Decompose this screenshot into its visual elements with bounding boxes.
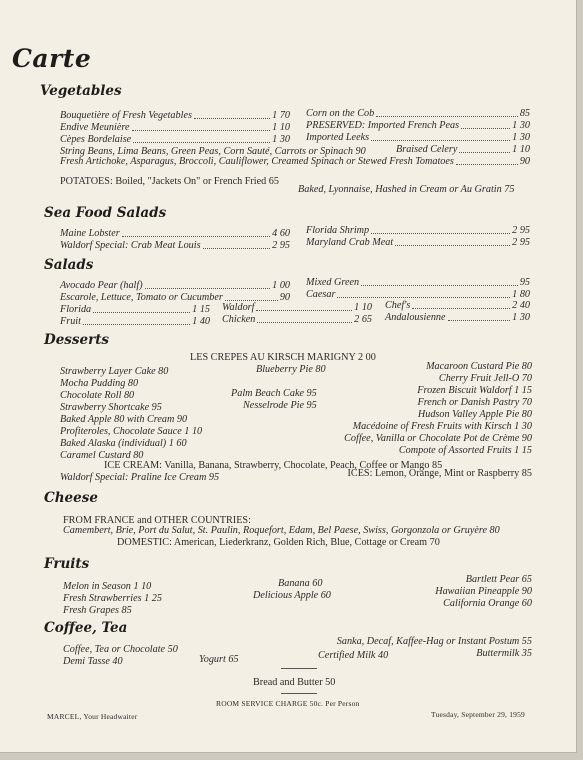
menu-item: Maine Lobster 4 60 (60, 228, 290, 239)
menu-item: Avocado Pear (half) 1 00 (60, 280, 290, 291)
dessert-item: French or Danish Pastry 70 (417, 397, 532, 408)
menu-item: PRESERVED: Imported French Peas 1 30 (306, 120, 530, 131)
dessert-item: Mocha Pudding 80 (60, 378, 139, 389)
dessert-item: Baked Apple 80 with Cream 90 (60, 414, 188, 425)
dessert-item: Compote of Assorted Fruits 1 15 (398, 445, 532, 456)
vegetables-string-beans: String Beans, Lima Beans, Green Peas, Corn Sauté, Carrots or Spinach 90 (60, 146, 366, 157)
cheese-list: Camembert, Brie, Port du Salut, St. Paulin, Roquefort, Edam, Bel Paese, Swiss, Gorgonzola or Gruyère 80 (63, 525, 500, 536)
fruits-heading: Fruits (44, 556, 90, 572)
desserts-ice-cream: ICE CREAM: Vanilla, Banana, Strawberry, Chocolate, Peach, Coffee or Mango 85 (104, 460, 443, 471)
menu-item: Waldorf Special: Crab Meat Louis 2 95 (60, 240, 290, 251)
coffee-item: Demi Tasse 40 (63, 656, 123, 667)
coffee-heading: Coffee, Tea (44, 620, 128, 636)
menu-item: Florida 1 15 (60, 304, 210, 315)
menu-date: Tuesday, September 29, 1959 (431, 710, 526, 719)
dessert-item: Palm Beach Cake 95 (231, 388, 317, 399)
coffee-item: Certified Milk 40 (318, 650, 389, 661)
menu-item: Maryland Crab Meat 2 95 (306, 237, 530, 248)
coffee-item: Coffee, Tea or Chocolate 50 (63, 644, 178, 655)
menu-item: Imported Leeks 1 30 (306, 132, 530, 143)
vegetables-potatoes: POTATOES: Boiled, "Jackets On" or French Fried 65 (60, 176, 279, 187)
menu-title: Carte (12, 44, 92, 73)
dessert-item: Coffee, Vanilla or Chocolate Pot de Crème 90 (344, 433, 532, 444)
menu-item: Andalousienne 1 30 (385, 312, 530, 323)
menu-item: Escarole, Lettuce, Tomato or Cucumber 90 (60, 292, 290, 303)
coffee-item: Buttermilk 35 (476, 648, 532, 659)
vegetables-heading: Vegetables (40, 83, 122, 99)
cheese-domestic: DOMESTIC: American, Liederkranz, Golden Rich, Blue, Cottage or Cream 70 (117, 537, 440, 548)
vegetables-potatoes-baked: Baked, Lyonnaise, Hashed in Cream or Au Gratin 75 (298, 184, 515, 195)
menu-item: Chicken 2 65 (222, 314, 372, 325)
menu-item: Waldorf 1 10 (222, 302, 372, 313)
coffee-item: Yogurt 65 (199, 654, 239, 665)
dessert-item: Caramel Custard 80 (60, 450, 144, 461)
dessert-item: Baked Alaska (individual) 1 60 (60, 438, 187, 449)
menu-item: Bouquetière of Fresh Vegetables 1 70 (60, 110, 290, 121)
fruit-item: Melon in Season 1 10 (63, 581, 152, 592)
menu-item: Corn on the Cob 85 (306, 108, 530, 119)
coffee-item: Sanka, Decaf, Kaffee-Hag or Instant Postum 55 (336, 636, 532, 647)
menu-item: Endive Meunière 1 10 (60, 122, 290, 133)
menu-item: Mixed Green 95 (306, 277, 530, 288)
menu-item: Fresh Artichoke, Asparagus, Broccoli, Cauliflower, Creamed Spinach or Stewed Fresh Tomatoes 90 (60, 156, 530, 167)
menu-item: Fruit 1 40 (60, 316, 210, 327)
fruit-item: Delicious Apple 60 (253, 590, 331, 601)
dessert-item: Frozen Biscuit Waldorf 1 15 (417, 385, 532, 396)
dessert-item: Strawberry Shortcake 95 (60, 402, 162, 413)
desserts-praline: Waldorf Special: Praline Ice Cream 95 (60, 472, 220, 483)
desserts-crepes: LES CREPES AU KIRSCH MARIGNY 2 00 (190, 352, 376, 363)
fruit-item: Banana 60 (278, 578, 323, 589)
dessert-item: Blueberry Pie 80 (256, 364, 326, 375)
seafood-heading: Sea Food Salads (44, 205, 167, 221)
desserts-heading: Desserts (44, 332, 110, 348)
fruit-item: Hawaiian Pineapple 90 (435, 586, 532, 597)
dessert-item: Chocolate Roll 80 (60, 390, 135, 401)
dessert-item: Cherry Fruit Jell-O 70 (438, 373, 532, 384)
menu-item: Caesar 1 80 (306, 289, 530, 300)
fruit-item: California Orange 60 (443, 598, 532, 609)
room-service-charge: ROOM SERVICE CHARGE 50c. Per Person (216, 699, 360, 708)
fruit-item: Fresh Grapes 85 (63, 605, 132, 616)
dessert-item: Nesselrode Pie 95 (243, 400, 317, 411)
dessert-item: Strawberry Layer Cake 80 (60, 366, 169, 377)
menu-item: Chef's 2 40 (385, 300, 530, 311)
headwaiter: MARCEL, Your Headwaiter (47, 712, 138, 721)
salads-heading: Salads (44, 257, 94, 273)
cheese-france: FROM FRANCE and OTHER COUNTRIES: (63, 515, 251, 526)
menu-item: Braised Celery 1 10 (396, 144, 530, 155)
menu-item: Florida Shrimp 2 95 (306, 225, 530, 236)
fruit-item: Bartlett Pear 65 (465, 574, 532, 585)
ornament-rule-bottom (281, 693, 317, 694)
bread-and-butter: Bread and Butter 50 (253, 677, 336, 688)
fruit-item: Fresh Strawberries 1 25 (63, 593, 162, 604)
dessert-item: Macaroon Custard Pie 80 (426, 361, 532, 372)
cheese-heading: Cheese (44, 490, 98, 506)
ornament-rule-top (281, 668, 317, 669)
desserts-ices: ICES: Lemon, Orange, Mint or Raspberry 85 (347, 468, 532, 479)
menu-item: Cèpes Bordelaise 1 30 (60, 134, 290, 145)
dessert-item: Macédoine of Fresh Fruits with Kirsch 1 30 (352, 421, 532, 432)
dessert-item: Hudson Valley Apple Pie 80 (417, 409, 532, 420)
dessert-item: Profiteroles, Chocolate Sauce 1 10 (60, 426, 203, 437)
